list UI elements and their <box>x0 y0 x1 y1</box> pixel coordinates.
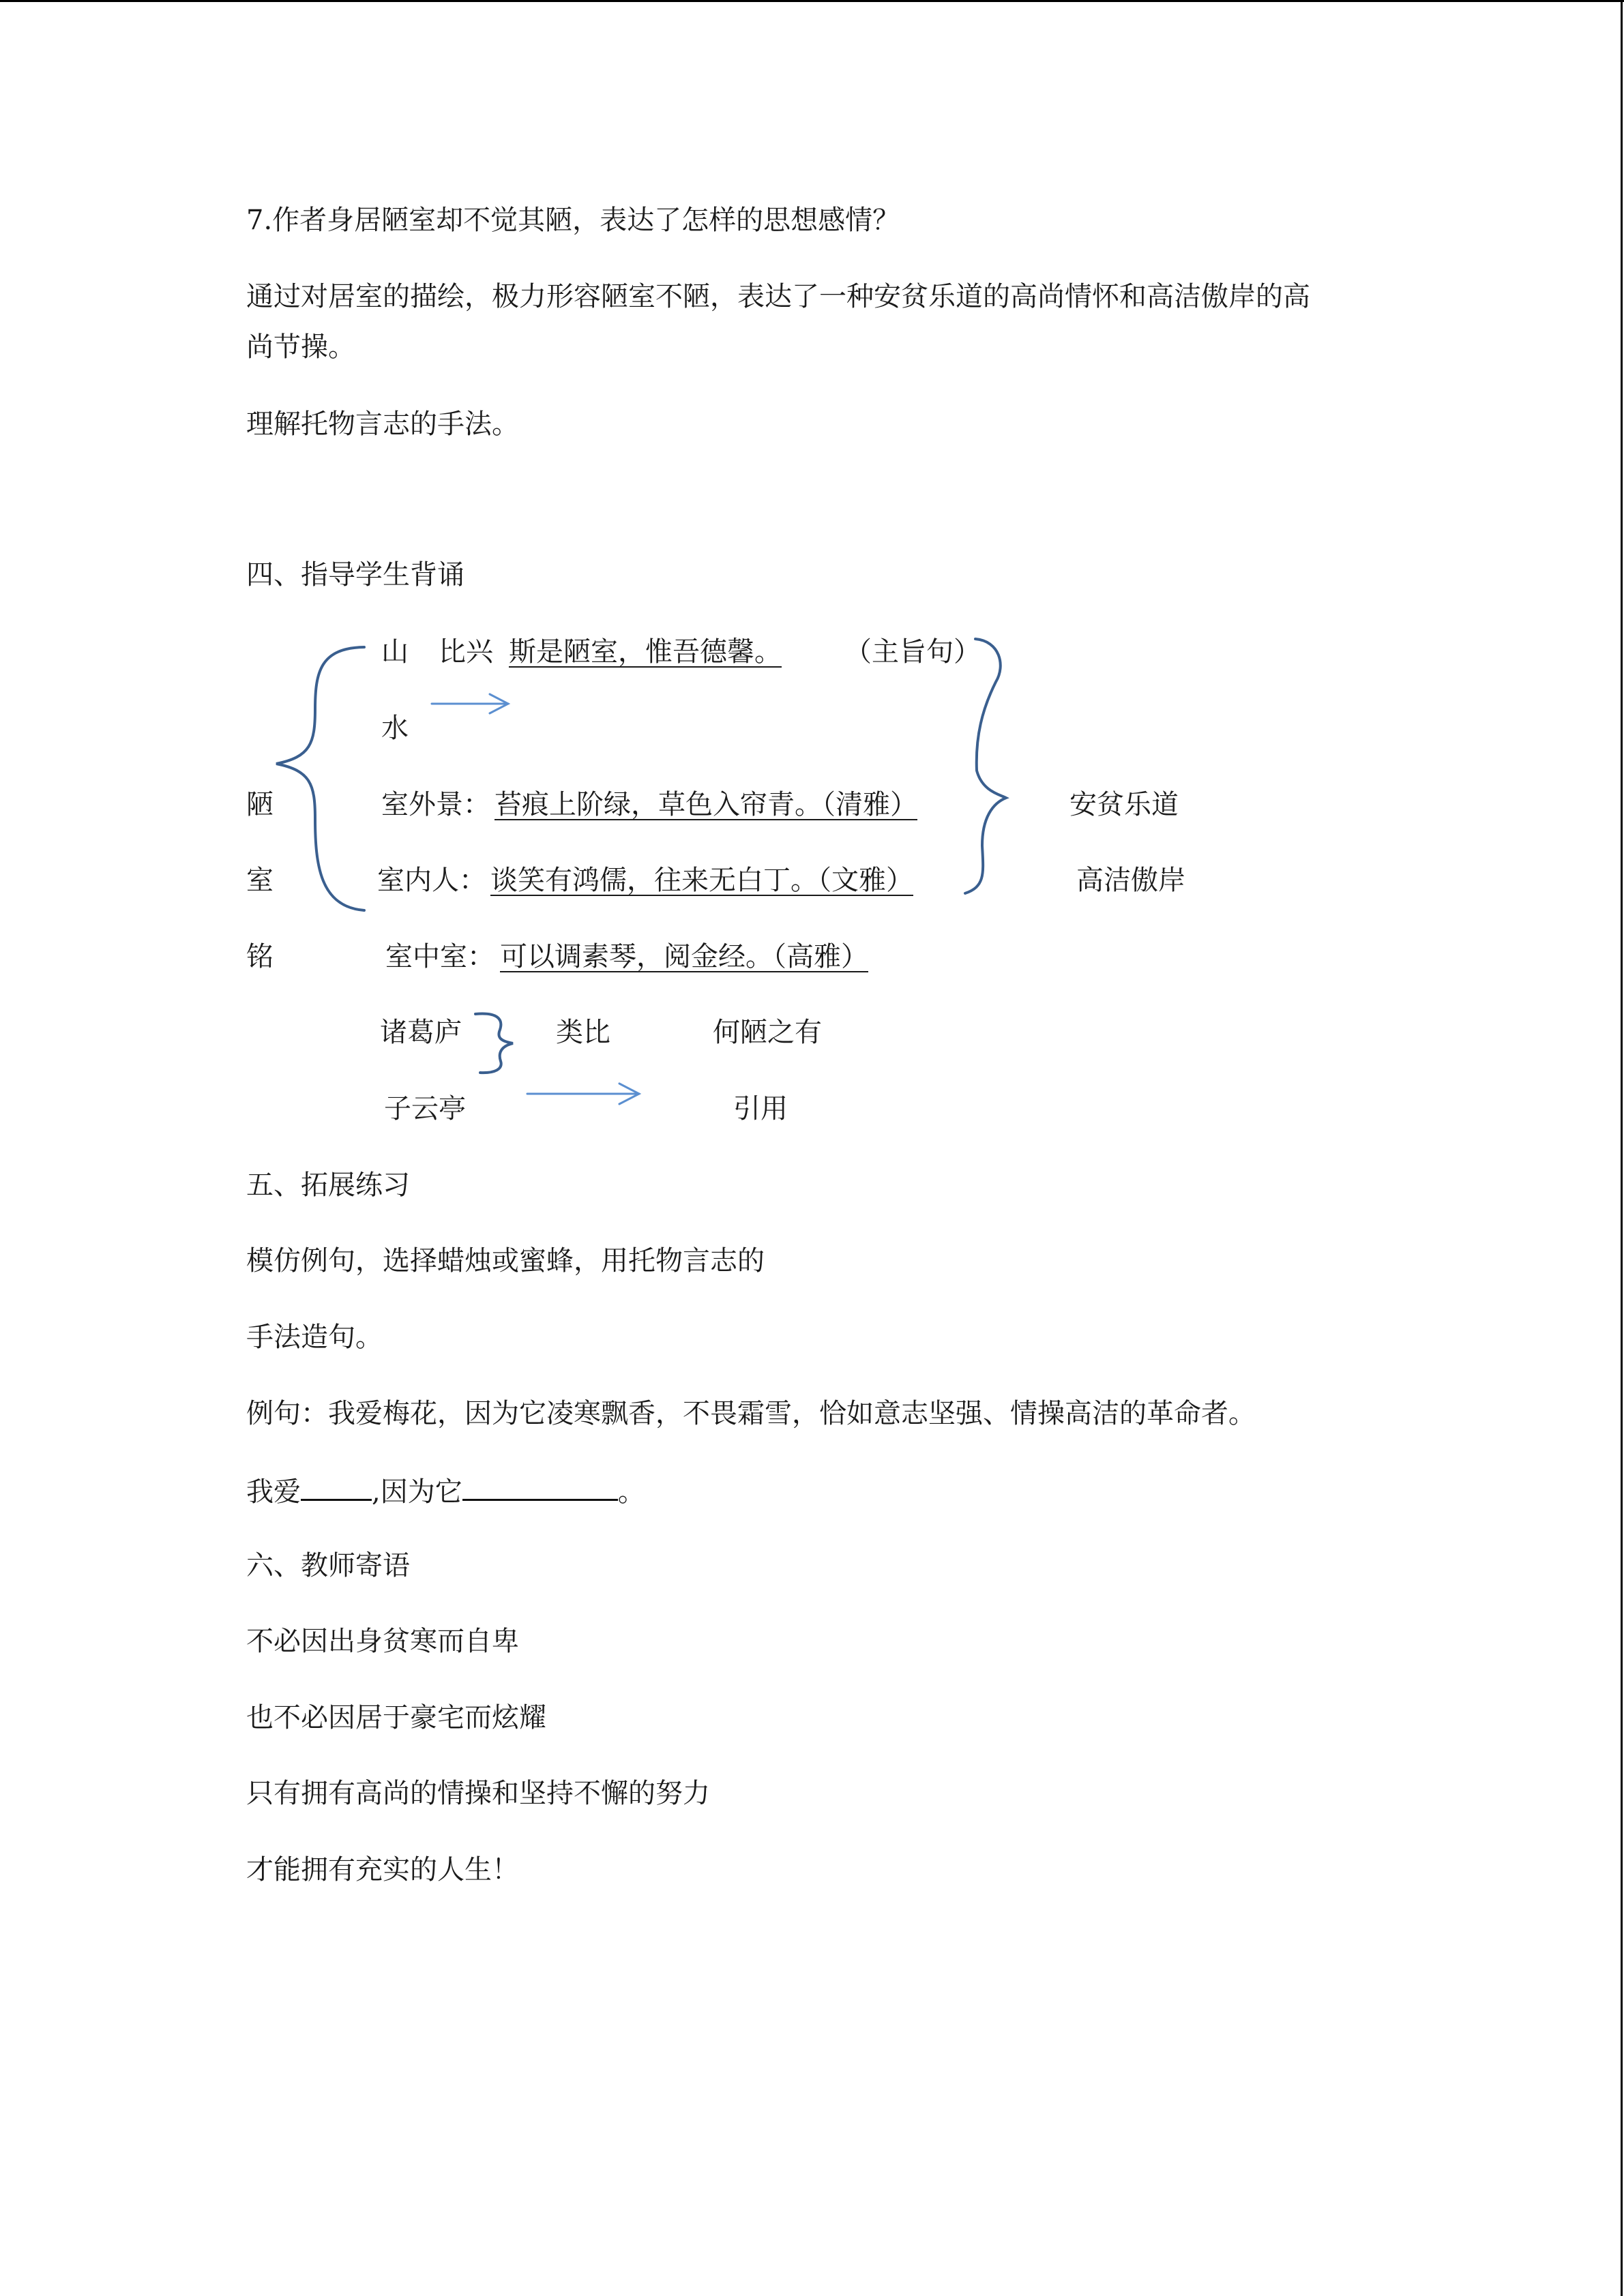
right-brace <box>965 639 1006 893</box>
shui-label: 水 <box>381 713 409 744</box>
theme-sentence: 斯是陋室，惟吾德馨。 <box>509 636 782 668</box>
exercise-instruction-2: 手法造句。 <box>246 1322 383 1353</box>
bixing-label: 比兴 <box>439 636 493 668</box>
message-line-2: 也不必因居于豪宅而炫耀 <box>246 1702 546 1733</box>
message-line-1: 不必因出身贫寒而自卑 <box>246 1626 519 1657</box>
inside-text: 谈笑有鸿儒，往来无白丁。（文雅） <box>490 865 913 896</box>
conclusion-gaojie: 高洁傲岸 <box>1076 865 1185 896</box>
zhuge-label: 诸葛庐 <box>380 1017 462 1048</box>
example-sentence: 例句：我爱梅花，因为它凌寒飘香，不畏霜雪，恰如意志坚强、情操高洁的革命者。 <box>246 1398 1256 1429</box>
inside-label: 室内人： <box>377 865 486 896</box>
technique-note: 理解托物言志的手法。 <box>246 408 519 440</box>
theme-tag: （主旨句） <box>844 636 981 668</box>
blank-1[interactable] <box>301 1472 372 1501</box>
exercise-instruction-1: 模仿例句，选择蜡烛或蜜蜂，用托物言志的 <box>246 1245 765 1277</box>
title-char-lou: 陋 <box>246 789 274 820</box>
outside-text: 苔痕上阶绿，草色入帘青。（清雅） <box>494 789 917 820</box>
section-4-heading: 四、指导学生背诵 <box>246 559 464 591</box>
fill-text-2: ,因为它 <box>372 1476 462 1508</box>
message-line-3: 只有拥有高尚的情操和坚持不懈的努力 <box>246 1778 710 1809</box>
fill-text-3: 。 <box>617 1476 645 1508</box>
room-label: 室中室： <box>385 941 494 972</box>
arrow-icon <box>527 1084 639 1104</box>
title-char-ming: 铭 <box>246 941 274 972</box>
outside-label: 室外景： <box>381 789 490 820</box>
question-7: 7.作者身居陋室却不觉其陋，表达了怎样的思想感情？ <box>246 205 900 236</box>
helou-label: 何陋之有 <box>713 1017 822 1048</box>
room-text: 可以调素琴，阅金经。（高雅） <box>500 941 868 972</box>
section-5-heading: 五、拓展练习 <box>246 1169 410 1201</box>
blank-2[interactable] <box>462 1472 618 1501</box>
leibi-label: 类比 <box>556 1017 610 1048</box>
title-char-shi: 室 <box>246 865 274 896</box>
section-6-heading: 六、教师寄语 <box>246 1550 410 1581</box>
conclusion-anpin: 安贫乐道 <box>1069 789 1179 820</box>
yinyong-label: 引用 <box>733 1093 788 1124</box>
fill-in-sentence <box>246 1472 645 1510</box>
ziyun-label: 子云亭 <box>384 1093 466 1124</box>
small-brace <box>475 1014 513 1073</box>
shan-label: 山 <box>381 636 409 668</box>
fill-text-1: 我爱 <box>246 1476 301 1508</box>
answer-line-1: 通过对居室的描绘，极力形容陋室不陋，表达了一种安贫乐道的高尚情怀和高洁傲岸的高 <box>246 281 1310 312</box>
left-brace <box>276 647 364 910</box>
message-line-4: 才能拥有充实的人生！ <box>246 1854 519 1885</box>
answer-line-2: 尚节操。 <box>246 331 355 363</box>
arrow-icon <box>432 694 508 713</box>
